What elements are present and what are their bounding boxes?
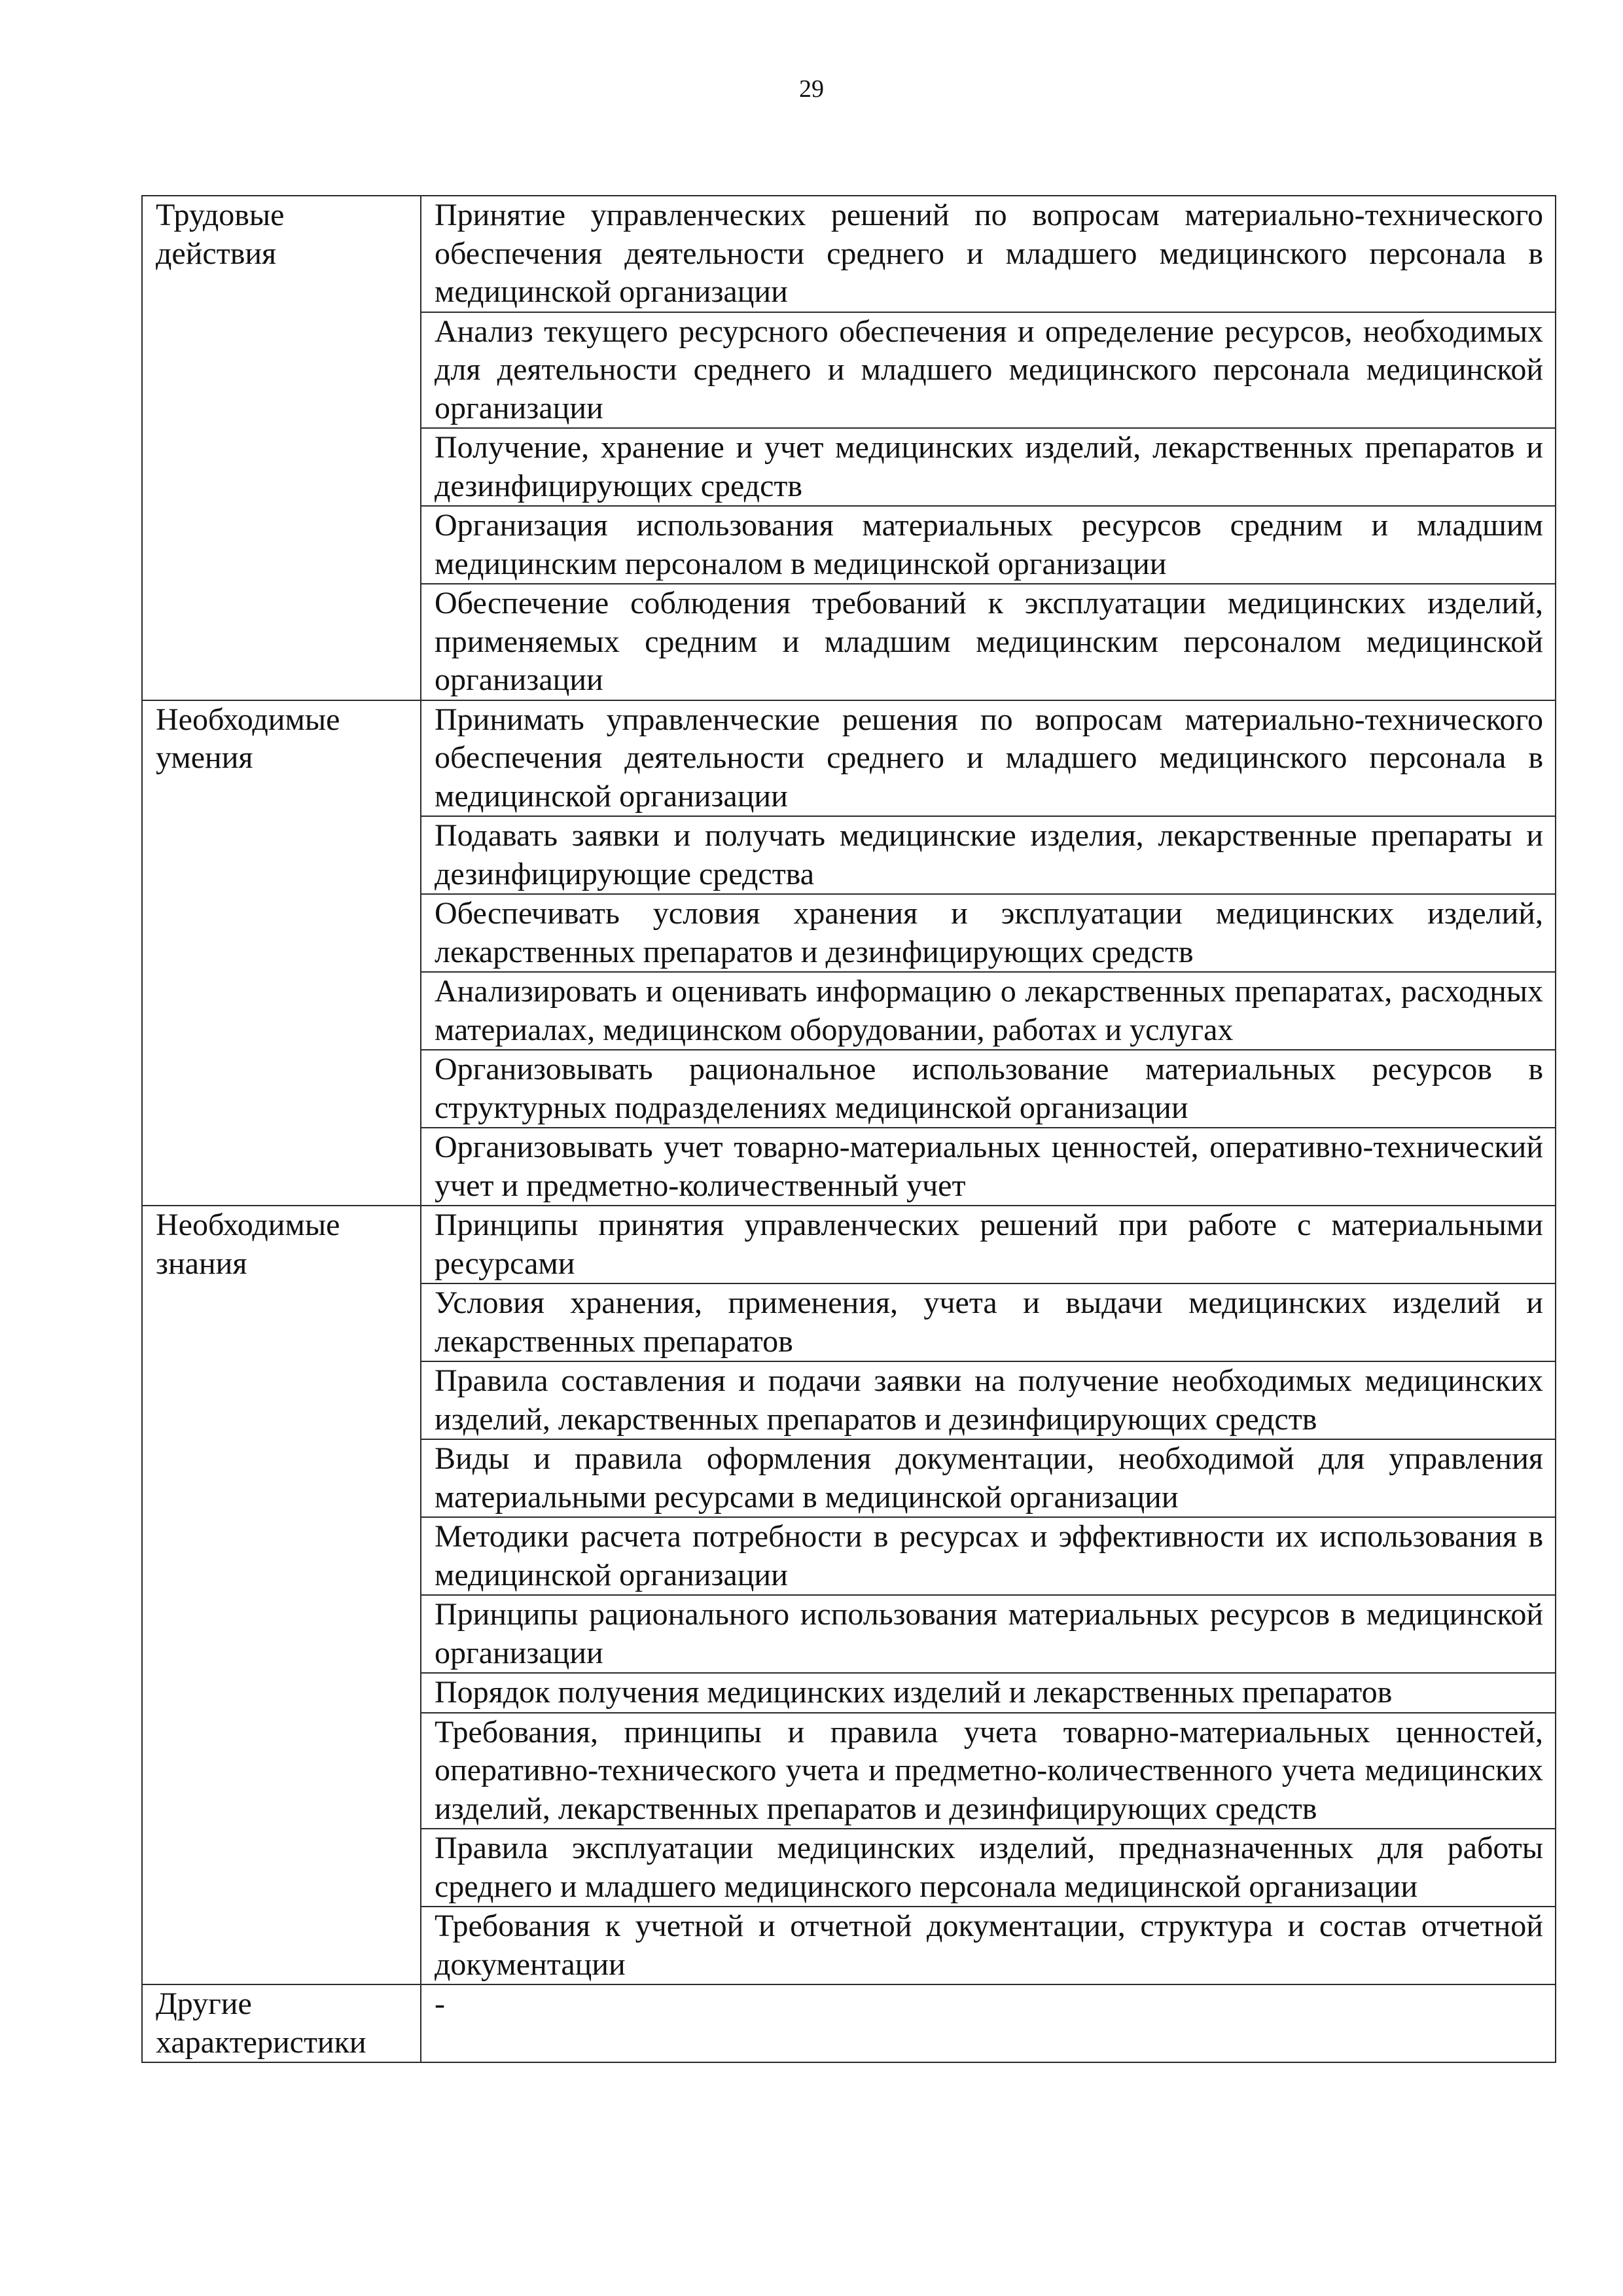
table-cell: Правила эксплуатации медицинских изделий, предназначенных для работы среднего и младшего медицинского персонала медицинской организации (421, 1829, 1556, 1907)
table-cell: Анализ текущего ресурсного обеспечения и определение ресурсов, необходимых для деятельности среднего и младшего медицинского персонала медицинской организации (421, 312, 1556, 429)
table-cell: Организовывать рациональное использование материальных ресурсов в структурных подразделениях медицинской организации (421, 1050, 1556, 1128)
table-cell: Получение, хранение и учет медицинских изделий, лекарственных препаратов и дезинфицирующих средств (421, 428, 1556, 506)
labor-function-table (141, 195, 1556, 2063)
table-row (142, 1206, 1556, 1283)
table-cell: Требования, принципы и правила учета товарно-материальных ценностей, оперативно-технического учета и предметно-количественного учета медицинских изделий, лекарственных препаратов и дезинфицирующих средств (421, 1713, 1556, 1829)
table-cell: Принимать управленческие решения по вопросам материально-технического обеспечения деятельности среднего и младшего медицинского персонала в медицинской организации (421, 700, 1556, 817)
table-row (142, 700, 1556, 817)
table-cell: Обеспечение соблюдения требований к эксплуатации медицинских изделий, применяемых средним и младшим медицинским персоналом медицинской организации (421, 584, 1556, 700)
table-cell: Правила составления и подачи заявки на получение необходимых медицинских изделий, лекарственных препаратов и дезинфицирующих средств (421, 1361, 1556, 1439)
table-cell: Анализировать и оценивать информацию о лекарственных препаратах, расходных материалах, медицинском оборудовании, работах и услугах (421, 972, 1556, 1050)
table-cell: Подавать заявки и получать медицинские изделия, лекарственные препараты и дезинфицирующие средства (421, 816, 1556, 894)
section-label-other-characteristics: Другие характеристики (142, 1984, 421, 2062)
table-row (142, 1984, 1556, 2062)
section-label-required-knowledge: Необходимые знания (142, 1206, 421, 1984)
table-cell: Принципы принятия управленческих решений при работе с материальными ресурсами (421, 1206, 1556, 1283)
table-cell: - (421, 1984, 1556, 2062)
table-cell: Обеспечивать условия хранения и эксплуатации медицинских изделий, лекарственных препаратов и дезинфицирующих средств (421, 894, 1556, 972)
table-cell: Методики расчета потребности в ресурсах и эффективности их использования в медицинской организации (421, 1517, 1556, 1595)
table-row (142, 196, 1556, 312)
table-cell: Принципы рационального использования материальных ресурсов в медицинской организации (421, 1595, 1556, 1673)
table-cell: Принятие управленческих решений по вопросам материально-технического обеспечения деятельности среднего и младшего медицинского персонала в медицинской организации (421, 196, 1556, 312)
table-cell: Организовывать учет товарно-материальных ценностей, оперативно-технический учет и предметно-количественный учет (421, 1128, 1556, 1206)
section-label-labor-actions: Трудовые действия (142, 196, 421, 700)
table-cell: Порядок получения медицинских изделий и лекарственных препаратов (421, 1673, 1556, 1713)
page-number: 29 (799, 75, 824, 103)
table-cell: Виды и правила оформления документации, необходимой для управления материальными ресурсами в медицинской организации (421, 1439, 1556, 1517)
table-cell: Условия хранения, применения, учета и выдачи медицинских изделий и лекарственных препаратов (421, 1283, 1556, 1361)
table-cell: Организация использования материальных ресурсов средним и младшим медицинским персоналом в медицинской организации (421, 506, 1556, 584)
section-label-required-skills: Необходимые умения (142, 700, 421, 1206)
table-cell: Требования к учетной и отчетной документации, структура и состав отчетной документации (421, 1907, 1556, 1984)
